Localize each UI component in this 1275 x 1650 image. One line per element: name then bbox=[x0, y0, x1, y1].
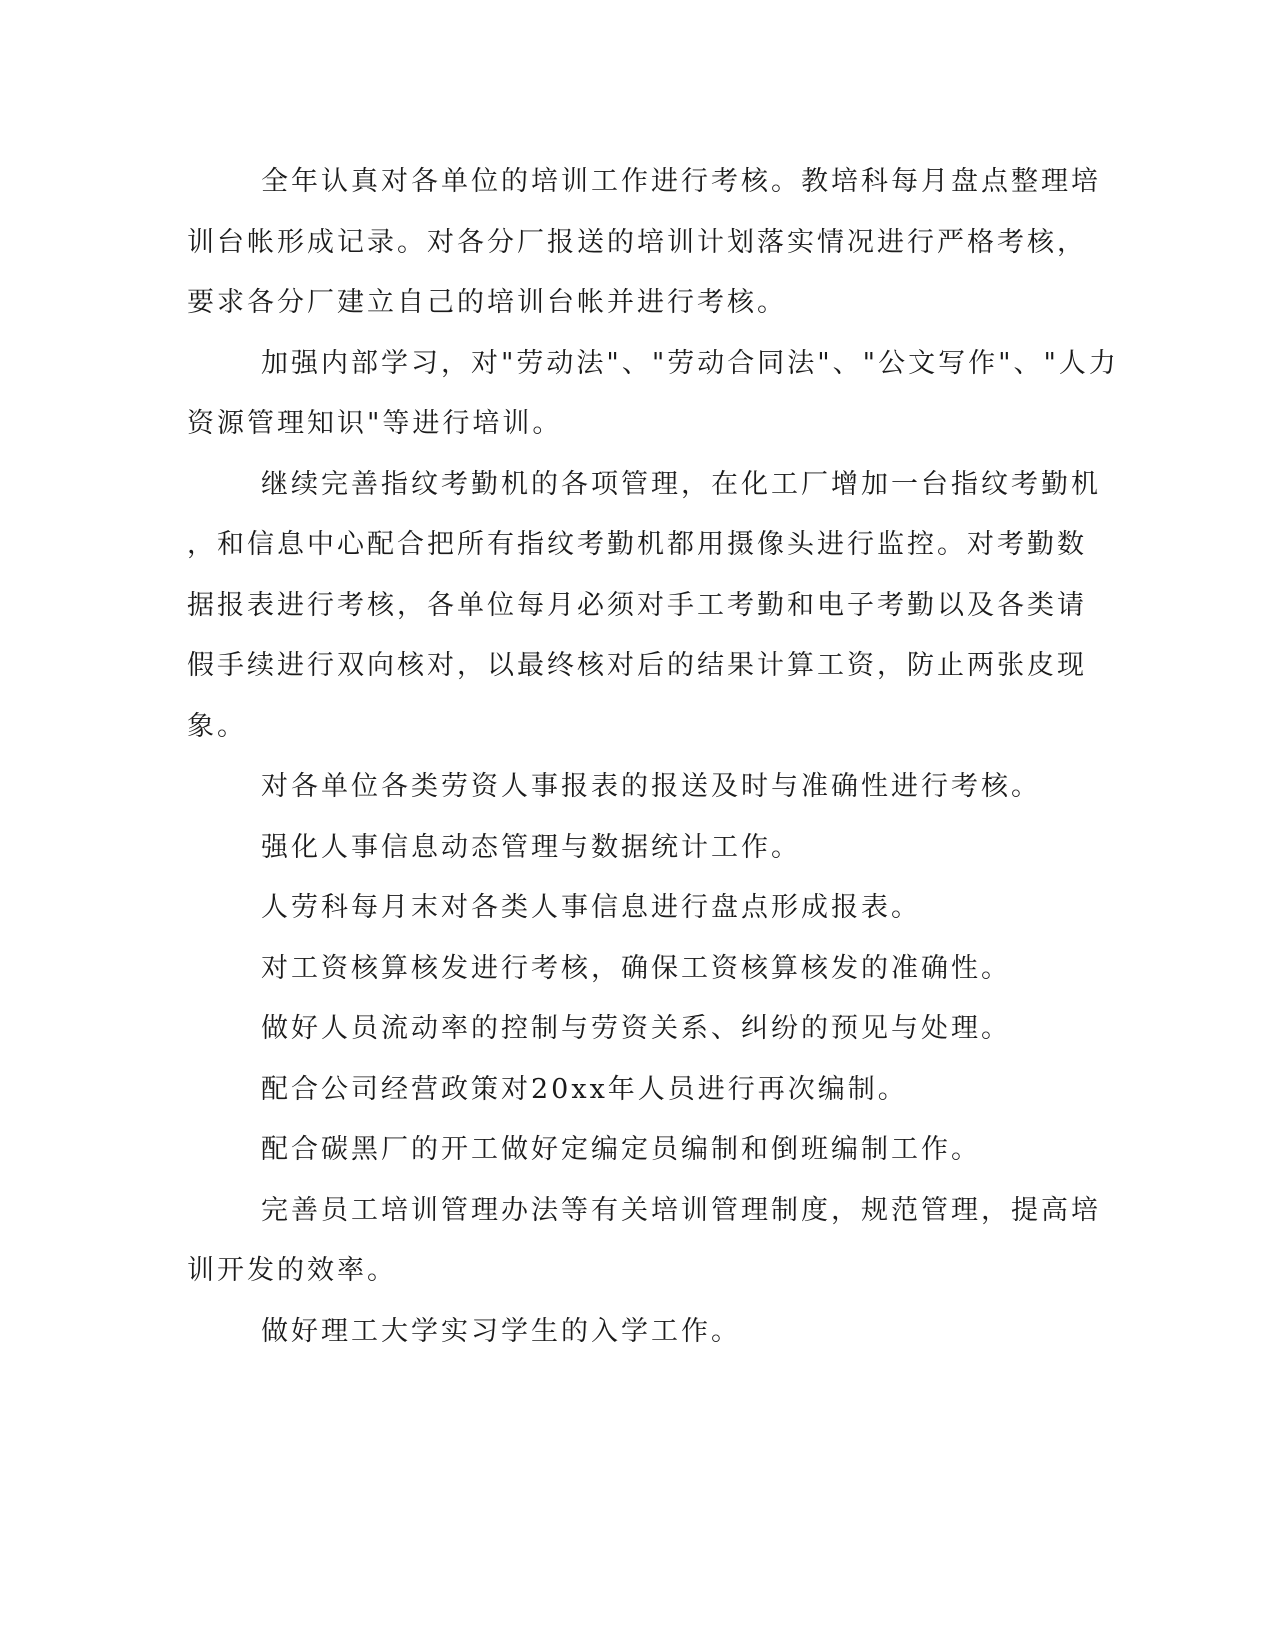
paragraph-payroll-assessment bbox=[187, 939, 1067, 1000]
paragraph-report-assessment bbox=[187, 757, 1067, 818]
paragraph-internal-learning bbox=[187, 334, 1119, 455]
paragraph-training-assessment bbox=[187, 152, 1101, 334]
text-line: 加强内部学习，对"劳动法"、"劳动合同法"、"公文写作"、"人力 bbox=[261, 347, 1119, 379]
paragraph-monthly-inventory bbox=[187, 878, 1067, 939]
text-line: 做好人员流动率的控制与劳资关系、纠纷的预见与处理。 bbox=[261, 1013, 1011, 1044]
text-line: 假手续进行双向核对，以最终核对后的结果计算工资，防止两张皮现 bbox=[187, 650, 1087, 681]
text-line: 资源管理知识"等进行培训。 bbox=[187, 408, 563, 439]
paragraph-staffing-plan bbox=[187, 1060, 1067, 1121]
paragraph-training-rules bbox=[187, 1181, 1101, 1302]
text-line: 训台帐形成记录。对各分厂报送的培训计划落实情况进行严格考核， bbox=[187, 226, 1087, 258]
text-line: 配合碳黑厂的开工做好定编定员编制和倒班编制工作。 bbox=[261, 1134, 981, 1165]
paragraph-carbon-black-staffing bbox=[187, 1120, 1067, 1181]
text-line: 全年认真对各单位的培训工作进行考核。教培科每月盘点整理培 bbox=[261, 166, 1101, 197]
text-line: 配合公司经营政策对20xx年人员进行再次编制。 bbox=[261, 1073, 908, 1105]
text-line: 对各单位各类劳资人事报表的报送及时与准确性进行考核。 bbox=[261, 771, 1041, 802]
text-line: 训开发的效率。 bbox=[187, 1255, 397, 1286]
paragraph-turnover-control bbox=[187, 999, 1067, 1060]
text-line: 强化人事信息动态管理与数据统计工作。 bbox=[261, 831, 801, 863]
text-line: 完善员工培训管理办法等有关培训管理制度，规范管理，提高培 bbox=[261, 1194, 1101, 1226]
text-line: ，和信息中心配合把所有指纹考勤机都用摄像头进行监控。对考勤数 bbox=[187, 529, 1087, 560]
text-line: 要求各分厂建立自己的培训台帐并进行考核。 bbox=[187, 287, 787, 318]
text-line: 对工资核算核发进行考核，确保工资核算核发的准确性。 bbox=[261, 952, 1011, 984]
text-line: 人劳科每月末对各类人事信息进行盘点形成报表。 bbox=[261, 892, 921, 923]
paragraph-hr-information bbox=[187, 818, 1067, 879]
paragraph-intern-onboarding bbox=[187, 1302, 1067, 1363]
text-line: 象。 bbox=[187, 710, 247, 742]
text-line: 做好理工大学实习学生的入学工作。 bbox=[261, 1315, 741, 1347]
paragraph-attendance-management bbox=[187, 455, 1101, 758]
text-line: 继续完善指纹考勤机的各项管理，在化工厂增加一台指纹考勤机 bbox=[261, 468, 1101, 500]
document-body bbox=[187, 152, 1119, 1362]
text-line: 据报表进行考核，各单位每月必须对手工考勤和电子考勤以及各类请 bbox=[187, 589, 1087, 621]
